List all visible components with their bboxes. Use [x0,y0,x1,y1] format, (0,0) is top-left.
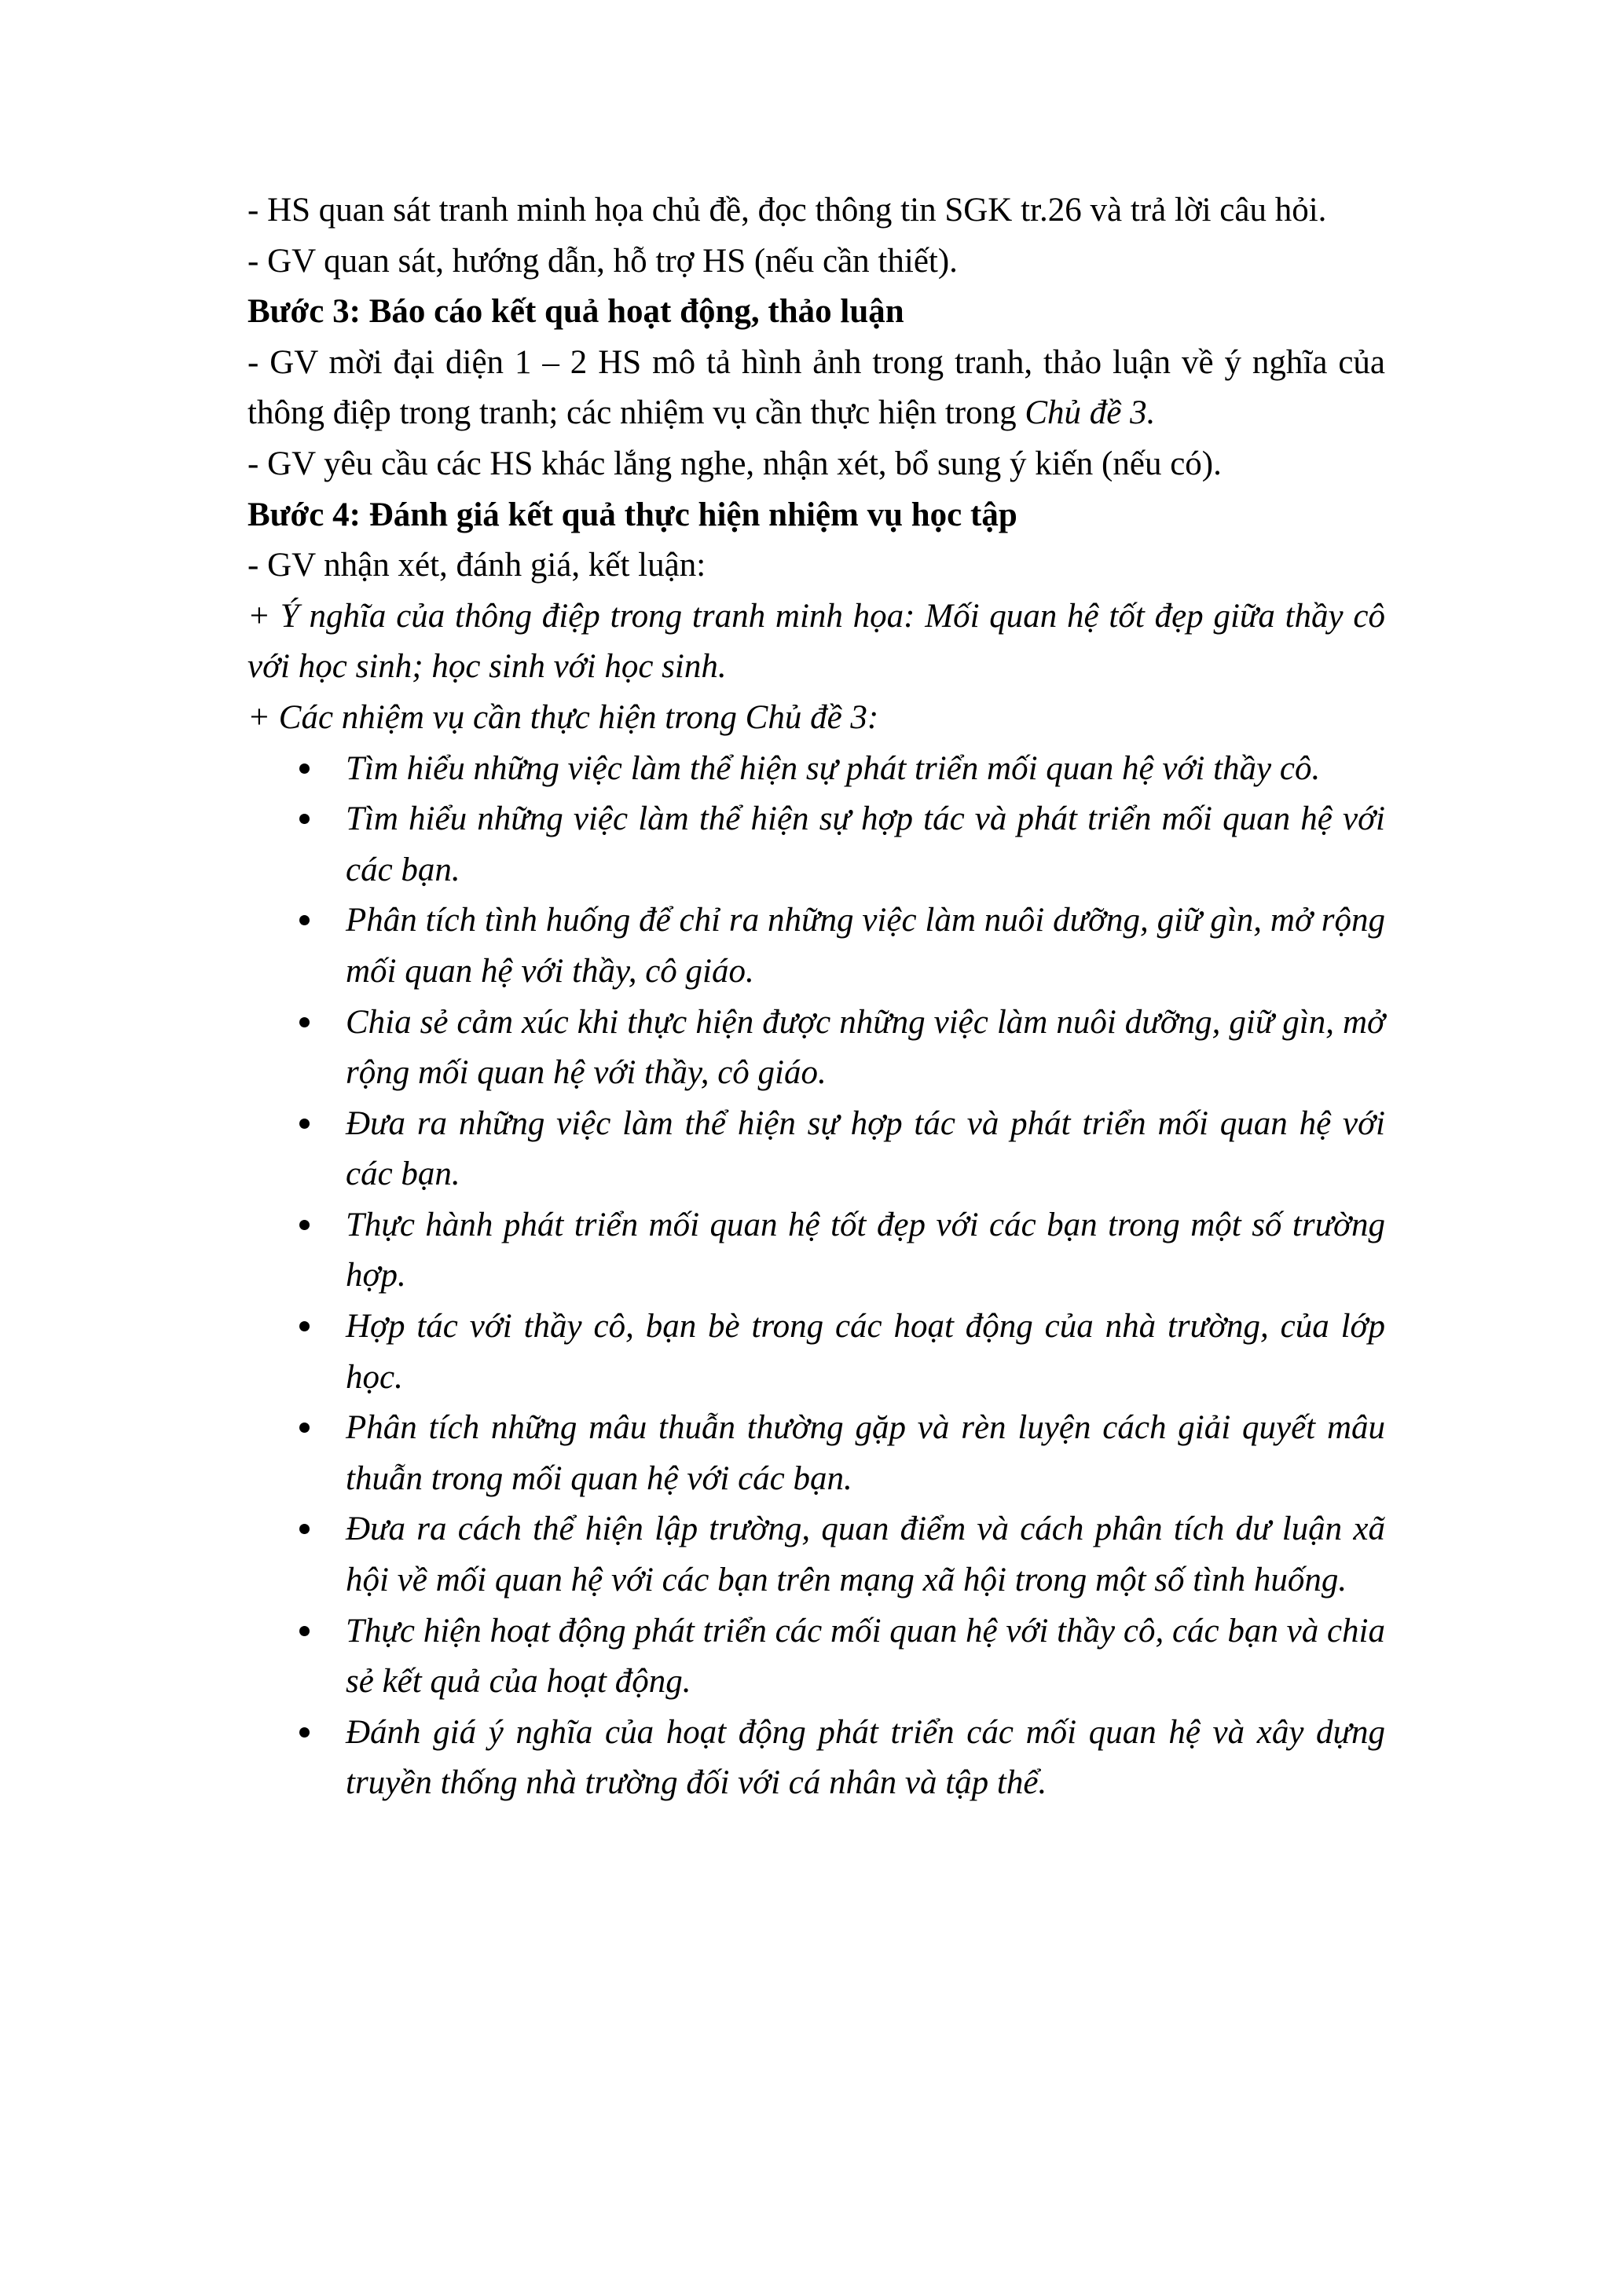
list-item [247,794,1385,895]
list-item-text: Tìm hiểu những việc làm thể hiện sự hợp tác và phát triển mối quan hệ với các bạn. [346,800,1385,888]
bullet-icon [299,1423,310,1433]
bullet-icon [299,764,310,774]
paragraph-gv-request: - GV yêu cầu các HS khác lắng nghe, nhận xét, bổ sung ý kiến (nếu có). [247,445,1222,482]
list-item-text: Thực hành phát triển mối quan hệ tốt đẹp với các bạn trong một số trường hợp. [346,1206,1385,1294]
list-item-text: Hợp tác với thầy cô, bạn bè trong các hoạt động của nhà trường, của lớp học. [346,1308,1385,1396]
list-item [247,895,1385,997]
bullet-icon [299,1321,310,1331]
bullet-icon [299,915,310,925]
list-item [247,1504,1385,1606]
list-item [247,1606,1385,1708]
bullet-icon [299,1524,310,1534]
bullet-icon [299,1727,310,1738]
list-item [247,998,1385,1099]
list-item-text: Phân tích tình huống để chỉ ra những việc làm nuôi dưỡng, giữ gìn, mở rộng mối quan hệ với thầy, cô giáo. [346,902,1385,990]
list-item-text: Tìm hiểu những việc làm thể hiện sự phát triển mối quan hệ với thầy cô. [346,749,1321,787]
list-item [247,744,1385,795]
text-italic: Chủ đề 3. [1025,394,1156,432]
paragraph-gv-invite [247,338,1385,439]
document-page [247,185,1385,1809]
list-item-text: Đưa ra những việc làm thể hiện sự hợp tác và phát triển mối quan hệ với các bạn. [346,1104,1385,1193]
bullet-icon [299,1220,310,1230]
list-item [247,1708,1385,1809]
heading-step-4: Bước 4: Đánh giá kết quả thực hiện nhiệm vụ học tập [247,496,1017,533]
bullet-icon [299,1017,310,1027]
list-item [247,1200,1385,1302]
paragraph-gv-conclude: - GV nhận xét, đánh giá, kết luận: [247,547,706,584]
paragraph-tasks-intro: + Các nhiệm vụ cần thực hiện trong Chủ đề 3: [247,698,879,736]
list-item-text: Phân tích những mâu thuẫn thường gặp và rèn luyện cách giải quyết mâu thuẫn trong mối quan hệ với các bạn. [346,1409,1385,1497]
list-item-text: Đánh giá ý nghĩa của hoạt động phát triển các mối quan hệ và xây dựng truyền thống nhà trường đối với cá nhân và tập thể. [346,1713,1385,1802]
list-item-text: Chia sẻ cảm xúc khi thực hiện được những việc làm nuôi dưỡng, giữ gìn, mở rộng mối quan hệ với thầy, cô giáo. [346,1003,1385,1092]
task-list [247,744,1385,1809]
heading-step-3: Bước 3: Báo cáo kết quả hoạt động, thảo luận [247,293,904,331]
bullet-icon [299,814,310,824]
list-item-text: Thực hiện hoạt động phát triển các mối quan hệ với thầy cô, các bạn và chia sẻ kết quả của hoạt động. [346,1612,1385,1701]
text: - GV mời đại diện 1 – 2 HS mô tả hình ảnh trong tranh, thảo luận về ý nghĩa của thông điệp trong tranh; các nhiệm vụ cần thực hiện trong [247,343,1385,432]
bullet-icon [299,1626,310,1636]
list-item [247,1403,1385,1504]
paragraph-hs-observe: - HS quan sát tranh minh họa chủ đề, đọc thông tin SGK tr.26 và trả lời câu hỏi. [247,192,1327,229]
list-item [247,1302,1385,1403]
bullet-icon [299,1119,310,1129]
paragraph-gv-support: - GV quan sát, hướng dẫn, hỗ trợ HS (nếu cần thiết). [247,242,958,280]
paragraph-meaning: + Ý nghĩa của thông điệp trong tranh minh họa: Mối quan hệ tốt đẹp giữa thầy cô với học sinh; học sinh với học sinh. [247,597,1385,686]
list-item [247,1099,1385,1200]
list-item-text: Đưa ra cách thể hiện lập trường, quan điểm và cách phân tích dư luận xã hội về mối quan hệ với các bạn trên mạng xã hội trong một số tình huống. [346,1511,1385,1599]
